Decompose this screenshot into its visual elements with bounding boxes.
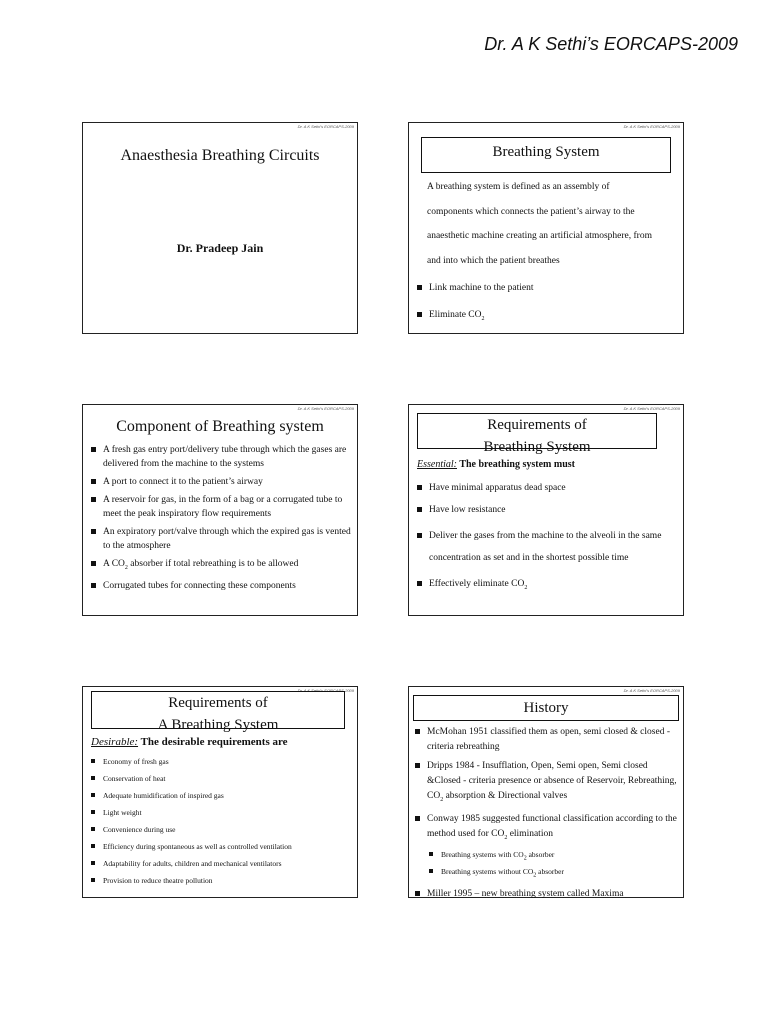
bullet-list (417, 281, 677, 330)
list-item: Effectively eliminate $CO_2$ (417, 577, 677, 595)
list-item: Corrugated tubes for connecting these components (91, 579, 351, 593)
slide-2 (408, 122, 684, 334)
slide-credit: Dr. A K Sethi’s EORCAPS-2009 (623, 688, 680, 693)
definition-line: components which connects the patient’s airway to the (427, 206, 635, 217)
list-item: Link machine to the patient (417, 281, 677, 295)
bullet-list (91, 755, 351, 891)
list-item: Miller 1995 – new breathing system called Maxima (415, 887, 677, 902)
list-item: McMohan 1951 classified them as open, semi closed & closed - criteria rebreathing (415, 725, 677, 755)
list-item: Adequate humidification of inspired gas (91, 789, 351, 802)
slide-title: Component of Breathing system (116, 418, 324, 435)
slide-title: History (413, 695, 679, 721)
list-item: Conservation of heat (91, 772, 351, 785)
bullet-list (415, 725, 677, 906)
list-item: Deliver the gases from the machine to the alveoli in the same concentration as set and in the shortest possible time (417, 525, 677, 569)
slide-credit: Dr. A K Sethi’s EORCAPS-2009 (297, 406, 354, 411)
slide-author: Dr. Pradeep Jain (176, 241, 264, 255)
list-item: Breathing systems with $CO_2$ absorber (429, 848, 677, 866)
document-header: Dr. A K Sethi’s EORCAPS-2009 (484, 34, 738, 54)
slide-credit: Dr. A K Sethi’s EORCAPS-2009 (623, 124, 680, 129)
list-item: Conway 1985 suggested functional classification according to the method used for $CO_2$ elimination (415, 812, 677, 846)
list-item: Have low resistance (417, 503, 677, 517)
list-item: A reservoir for gas, in the form of a bag or a corrugated tube to meet the peak inspiratory flow requirements (91, 493, 351, 521)
slide-subtitle: Essential: The breathing system must (417, 459, 575, 470)
slide-title: Breathing System (421, 137, 671, 173)
slide-6 (408, 686, 684, 898)
slide-credit: Dr. A K Sethi’s EORCAPS-2009 (297, 124, 354, 129)
list-item: A $CO_2$ absorber if total rebreathing is to be allowed (91, 557, 351, 575)
slide-3 (82, 404, 358, 616)
list-item: Breathing systems without $CO_2$ absorber (429, 865, 677, 883)
definition-line: anaesthetic machine creating an artificial atmosphere, from (427, 231, 652, 241)
slide-title: Anaesthesia Breathing Circuits (120, 147, 320, 164)
list-item: Provision to reduce theatre pollution (91, 874, 351, 887)
slide-subtitle: Desirable: The desirable requirements are (91, 736, 288, 748)
slide-title: Requirements of A Breathing System (91, 691, 345, 729)
definition-line: and into which the patient breathes (427, 255, 560, 266)
list-item: An expiratory port/valve through which the expired gas is vented to the atmosphere (91, 525, 351, 553)
bullet-list (91, 443, 351, 597)
list-item: Have minimal apparatus dead space (417, 481, 677, 495)
list-item: A port to connect it to the patient’s airway (91, 475, 351, 489)
list-item: Adaptability for adults, children and mechanical ventilators (91, 857, 351, 870)
slide-credit: Dr. A K Sethi’s EORCAPS-2009 (623, 406, 680, 411)
list-item: Light weight (91, 806, 351, 819)
slide-4 (408, 404, 684, 616)
list-item: Economy of fresh gas (91, 755, 351, 768)
list-item: Dripps 1984 - Insufflation, Open, Semi open, Semi closed &Closed - criteria presence or absence of Reservoir, Rebreathing, $CO_2$ absorption & Directional valves (415, 759, 677, 808)
bullet-list (417, 481, 677, 599)
list-item: Eliminate $CO_2$ (417, 308, 677, 326)
list-item: Efficiency during spontaneous as well as controlled ventilation (91, 840, 351, 853)
slide-5 (82, 686, 358, 898)
slide-title: Requirements of Breathing System (417, 413, 657, 449)
definition-text (427, 175, 673, 273)
slide-credit: Dr. A K Sethi’s EORCAPS-2009 (297, 688, 354, 693)
slide-1 (82, 122, 358, 334)
definition-line: A breathing system is defined as an assembly of (427, 182, 610, 192)
list-item: Convenience during use (91, 823, 351, 836)
list-item: A fresh gas entry port/delivery tube through which the gases are delivered from the machine to the systems (91, 443, 351, 471)
